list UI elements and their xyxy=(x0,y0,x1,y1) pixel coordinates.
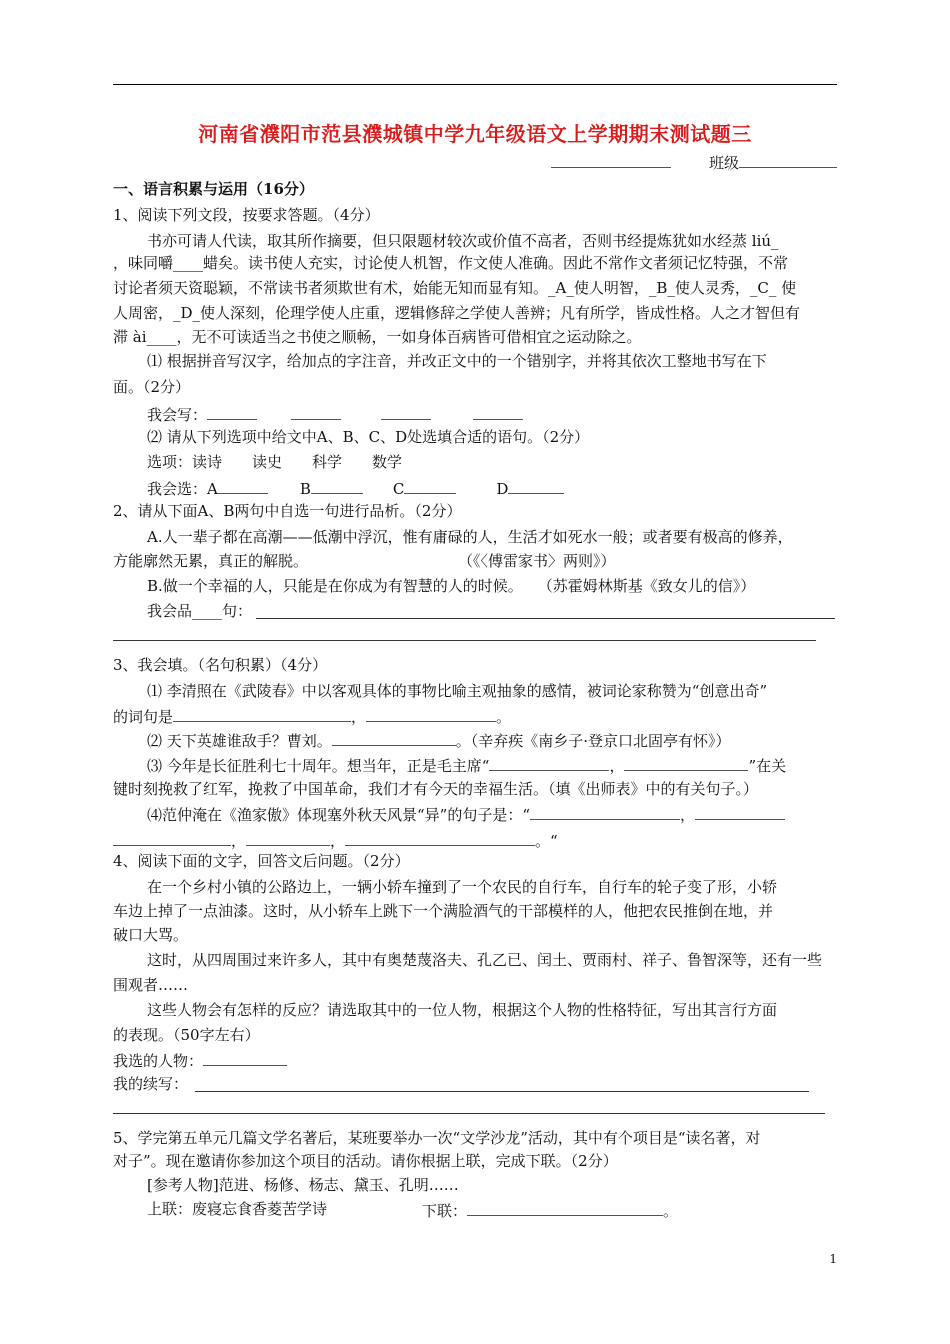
q1-sub1: ⑴ 根据拼音写汉字，给加点的字注音，并改正文中的一个错别字，并将其依次工整地书写在下 xyxy=(147,352,767,370)
q1-options: 选项：读诗 读史 科学 数学 xyxy=(147,453,403,471)
choice-blank-c[interactable] xyxy=(404,478,456,494)
q2-answer-line[interactable] xyxy=(113,640,816,641)
q4-answer-line[interactable] xyxy=(113,1113,825,1114)
q1-sub1-cont: 面。（2分） xyxy=(113,378,191,396)
choice-blank-d[interactable] xyxy=(508,478,564,494)
q4-passage: 围观者…… xyxy=(113,976,189,994)
class-line xyxy=(551,152,837,173)
q1-para-line: 滞 ài____，无不可读适当之书使之顺畅，一如身体百病皆可借相宜之运动除之。 xyxy=(113,328,642,346)
q2-answer-line[interactable] xyxy=(256,618,835,619)
q4-passage: 车边上掉了一点油漆。这时，从小轿车上跳下一个满脸酒气的干部模样的人，他把农民推倒在地，并 xyxy=(113,902,774,920)
q3-s1: ⑴ 李清照在《武陵春》中以客观具体的事物比喻主观抽象的感情，被词论家称赞为“创意出奇” xyxy=(147,682,768,700)
q2-option-a: A.人一辈子都在高潮——低潮中浮沉，惟有庸碌的人，生活才如死水一般；或者要有极高的修养， xyxy=(147,528,793,546)
q2-option-a-cont: 方能廓然无累，真正的解脱。 （《〈傅雷家书〉两则》） xyxy=(113,552,616,570)
q4-prompt: 4、阅读下面的文字，回答文后问题。（2分） xyxy=(113,852,410,870)
header-rule xyxy=(113,84,837,85)
answer-blank[interactable] xyxy=(473,404,523,420)
chosen-character-blank[interactable] xyxy=(203,1050,287,1066)
q1-para-line: ，味同嚼____蜡矣。读书使人充实，讨论使人机智，作文使人准确。因此不常作文者须记忆特强，不常 xyxy=(113,254,789,272)
fill-blank[interactable] xyxy=(489,755,609,771)
class-label: 班级 xyxy=(708,154,739,172)
q1-choose-row: 我会选：A B C D xyxy=(147,478,564,498)
q2-answer-label: 我会品____句： xyxy=(147,602,253,620)
choice-blank-b[interactable] xyxy=(311,478,363,494)
page-number: 1 xyxy=(829,1252,837,1266)
q1-para-line: 讨论者须天资聪颖，不常读书者须欺世有术，始能无知而显有知。_A_使人明智，_B_使人灵秀，_C_ 使 xyxy=(113,279,797,297)
answer-blank[interactable] xyxy=(291,404,341,420)
q5-prompt: 5、学完第五单元几篇文学名著后，某班要举办一次“文学沙龙”活动，其中有个项目是“读名著，对 xyxy=(113,1129,761,1147)
fill-blank[interactable] xyxy=(366,706,496,722)
q2-prompt: 2、请从下面A、B两句中自选一句进行品析。（2分） xyxy=(113,502,462,520)
fill-blank[interactable] xyxy=(332,730,456,746)
section-heading: 一、语言积累与运用（16分） xyxy=(113,180,314,198)
q1-para-line: 人周密，_D_使人深刻，伦理学使人庄重，逻辑修辞之学使人善辨；凡有所学，皆成性格。人之才智但有 xyxy=(113,304,801,322)
q3-s4-row: ⑷范仲淹在《渔家傲》体现塞外秋天风景“异”的句子是：“ ， xyxy=(147,804,785,824)
q1-para-line: 书亦可请人代读，取其所作摘要，但只限题材较次或价值不高者，否则书经提炼犹如水经蒸 liú_ xyxy=(147,232,779,250)
q1-prompt: 1、阅读下列文段，按要求答题。（4分） xyxy=(113,206,380,224)
q4-question-cont: 的表现。（50字左右） xyxy=(113,1026,260,1044)
q3-prompt: 3、我会填。（名句积累）（4分） xyxy=(113,656,328,674)
q4-passage: 破口大骂。 xyxy=(113,926,189,944)
choice-blank-a[interactable] xyxy=(218,478,268,494)
q4-passage: 在一个乡村小镇的公路边上，一辆小轿车撞到了一个农民的自行车，自行车的轮子变了形，小轿 xyxy=(147,878,778,896)
q5-reference: [参考人物]范进、杨修、杨志、黛玉、孔明…… xyxy=(147,1176,459,1194)
q3-s1-row: 的词句是 ， 。 xyxy=(113,708,512,726)
choose-label: 我会选： xyxy=(147,480,208,498)
q3-s2-row: ⑵ 天下英雄谁敌手？曹刘。 。（辛弃疾《南乡子·登京口北固亭有怀》） xyxy=(147,732,731,750)
page-title: 河南省濮阳市范县濮城镇中学九年级语文上学期期末测试题三 xyxy=(198,122,752,146)
q4-answer-line[interactable] xyxy=(195,1091,809,1092)
write-label: 我会写： xyxy=(147,406,208,424)
q3-s4-cont: ， ， 。“ xyxy=(113,830,558,850)
q1-write-row xyxy=(147,404,523,424)
q4-continue-label: 我的续写： xyxy=(113,1075,189,1093)
answer-blank[interactable] xyxy=(381,404,431,420)
name-blank[interactable] xyxy=(551,152,671,168)
lower-couplet-blank[interactable] xyxy=(467,1200,663,1216)
q1-sub2: ⑵ 请从下列选项中给文中A、B、C、D处选填合适的语句。（2分） xyxy=(147,428,590,446)
q4-passage: 这时，从四周围过来许多人，其中有奥楚蔑洛夫、孔乙已、闰土、贾雨村、祥子、鲁智深等，还有一些 xyxy=(147,951,823,969)
fill-blank[interactable] xyxy=(624,755,748,771)
q5-upper-couplet: 上联：废寝忘食香菱苦学诗 xyxy=(147,1200,328,1218)
fill-blank[interactable] xyxy=(345,830,535,846)
fill-blank[interactable] xyxy=(113,830,231,846)
class-blank[interactable] xyxy=(739,152,837,168)
fill-blank[interactable] xyxy=(695,804,785,820)
q2-option-b: B.做一个幸福的人，只能是在你成为有智慧的人的时候。 （苏霍姆林斯基《致女儿的信》） xyxy=(147,577,756,595)
q3-s3-cont: 键时刻挽救了红军，挽救了中国革命，我们才有今天的幸福生活。（填《出师表》中的有关句子。） xyxy=(113,780,759,798)
q4-chosen-row: 我选的人物： xyxy=(113,1050,287,1070)
q4-question: 这些人物会有怎样的反应？请选取其中的一位人物，根据这个人物的性格特征，写出其言行方面 xyxy=(147,1001,778,1019)
q5-lower-row: 下联： 。 xyxy=(422,1202,679,1220)
q3-s3-row: ⑶ 今年是长征胜利七十周年。想当年，正是毛主席“ ， ”在关 xyxy=(147,757,787,775)
fill-blank[interactable] xyxy=(173,706,351,722)
fill-blank[interactable] xyxy=(246,830,330,846)
answer-blank[interactable] xyxy=(207,404,257,420)
q5-prompt-cont: 对子”。现在邀请你参加这个项目的活动。请你根据上联，完成下联。（2分） xyxy=(113,1152,618,1170)
fill-blank[interactable] xyxy=(530,804,680,820)
